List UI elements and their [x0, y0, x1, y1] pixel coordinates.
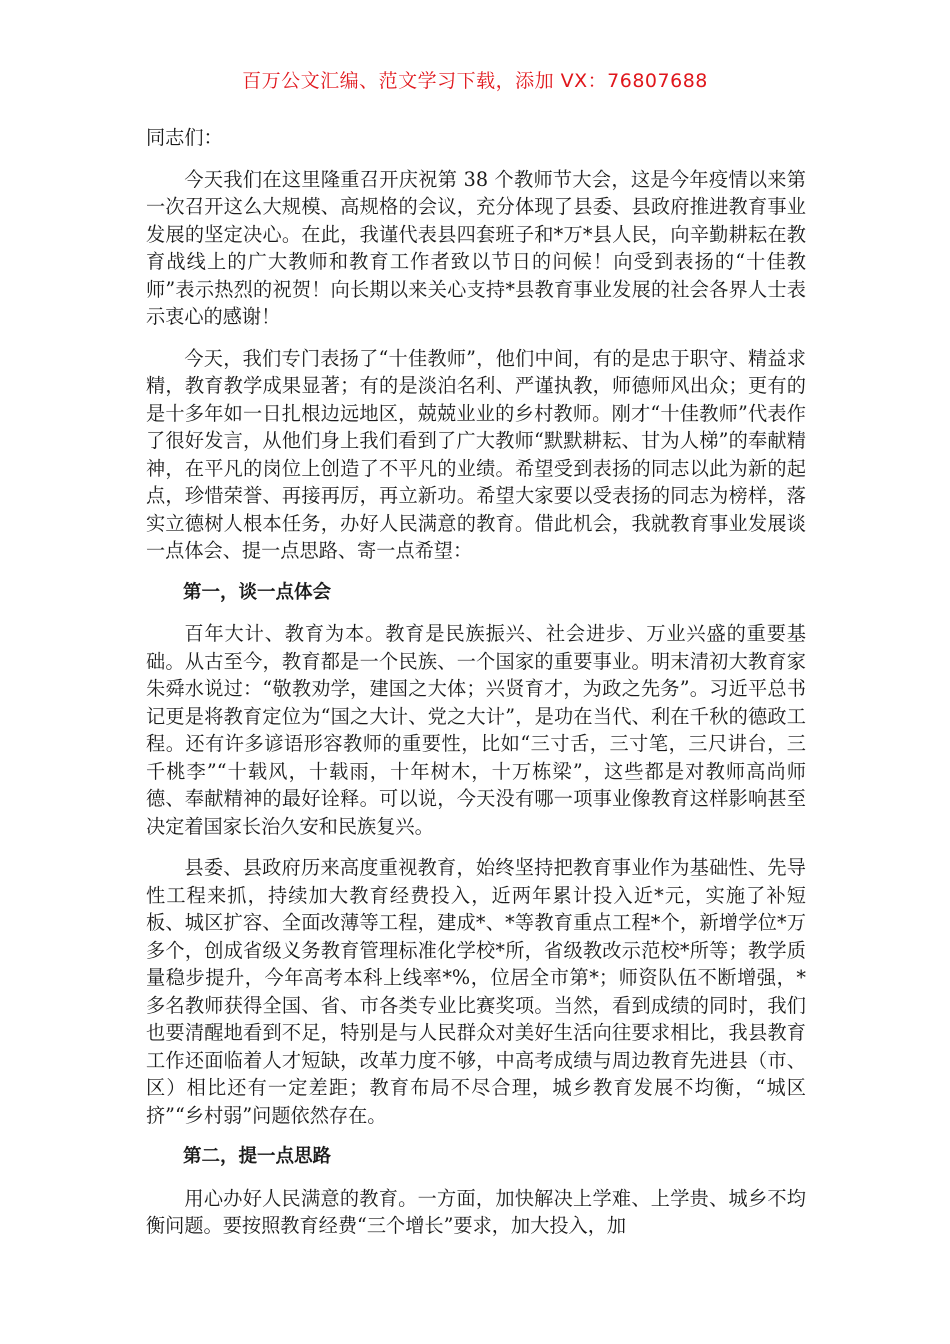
salutation: 同志们： [146, 126, 223, 149]
paragraph-praise: 今天，我们专门表扬了“十佳教师”，他们中间，有的是忠于职守、精益求精，教育教学成果显著；有的是淡泊名利、严谨执教，师德师风出众；更有的是十多年如一日扎根边远地区，兢兢业业的乡村教师。刚才“十佳教师”代表作了很好发言，从他们身上我们看到了广大教师“默默耕耘、甘为人梯”的奉献精神，在平凡的岗位上创造了不平凡的业绩。希望受到表扬的同志以此为新的起点，珍惜荣誉、再接再厉，再立新功。希望大家要以受表扬的同志为榜样，落实立德树人根本任务，办好人民满意的教育。借此机会，我就教育事业发展谈一点体会、提一点思路、寄一点希望： [146, 346, 806, 562]
watermark-header: 百万公文汇编、范文学习下载，添加 VX：76807688 [242, 70, 708, 92]
paragraph-achievements: 县委、县政府历来高度重视教育，始终坚持把教育事业作为基础性、先导性工程来抓，持续加大教育经费投入，近两年累计投入近*元，实施了补短板、城区扩容、全面改薄等工程，建成*、*等教育重点工程*个，新增学位*万多个，创成省级义务教育管理标准化学校*所，省级教改示范校*所等；教学质量稳步提升，今年高考本科上线率*%，位居全市第*；师资队伍不断增强，*多名教师获得全国、省、市各类专业比赛奖项。当然，看到成绩的同时，我们也要清醒地看到不足，特别是与人民群众对美好生活向往要求相比，我县教育工作还面临着人才短缺，改革力度不够，中高考成绩与周边教育先进县（市、区）相比还有一定差距；教育布局不尽合理，城乡教育发展不均衡，“城区挤”“乡村弱”问题依然存在。 [146, 856, 806, 1127]
paragraph-ideas: 用心办好人民满意的教育。一方面，加快解决上学难、上学贵、城乡不均衡问题。要按照教育经费“三个增长”要求，加大投入，加 [146, 1186, 806, 1237]
section-heading-first: 第一，谈一点体会 [183, 581, 332, 603]
paragraph-education-importance: 百年大计、教育为本。教育是民族振兴、社会进步、万业兴盛的重要基础。从古至今，教育都是一个民族、一个国家的重要事业。明末清初大教育家朱舜水说过：“敬教劝学，建国之大体；兴贤育才，为政之先务”。习近平总书记更是将教育定位为“国之大计、党之大计”，是功在当代、利在千秋的德政工程。还有许多谚语形容教师的重要性，比如“三寸舌，三寸笔，三尺讲台，三千桃李”“十载风，十载雨，十年树木，十万栋梁”，这些都是对教师高尚师德、奉献精神的最好诠释。可以说，今天没有哪一项事业像教育这样影响甚至决定着国家长治久安和民族复兴。 [146, 622, 806, 838]
paragraph-opening: 今天我们在这里隆重召开庆祝第 38 个教师节大会，这是今年疫情以来第一次召开这么大规模、高规格的会议，充分体现了县委、县政府推进教育事业发展的坚定决心。在此，我谨代表县四套班子和*万*县人民，向辛勤耕耘在教育战线上的广大教师和教育工作者致以节日的问候！向受到表扬的“十佳教师”表示热烈的祝贺！向长期以来关心支持*县教育事业发展的社会各界人士表示衷心的感谢！ [146, 167, 806, 328]
section-heading-second: 第二，提一点思路 [183, 1146, 332, 1167]
document-body [146, 124, 806, 1254]
